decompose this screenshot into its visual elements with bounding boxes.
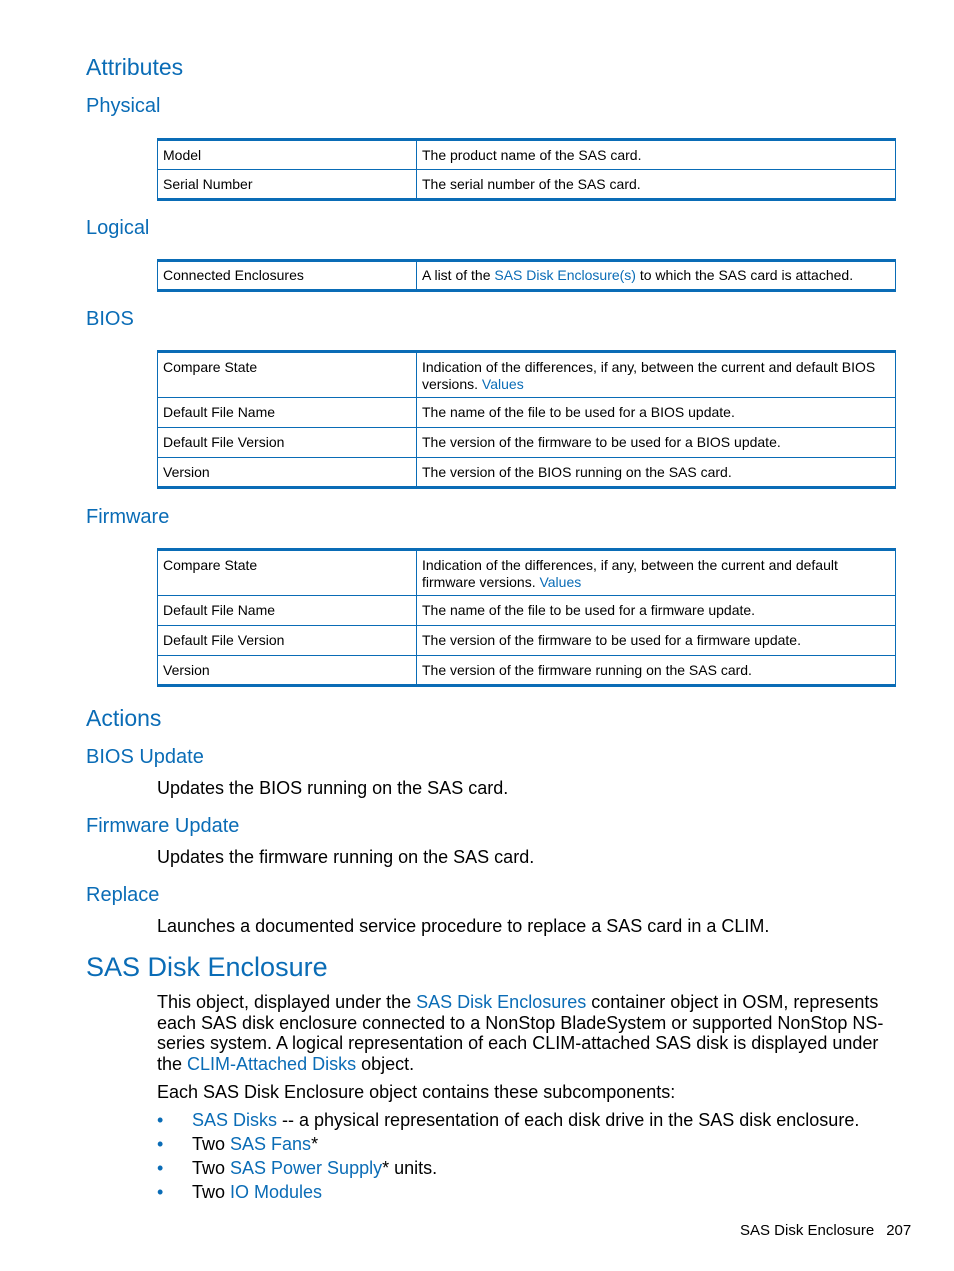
subcomponents-list xyxy=(157,1108,859,1204)
desc-text: to which the SAS card is attached. xyxy=(635,267,854,283)
attr-name: Compare State xyxy=(158,352,417,398)
logical-table xyxy=(157,259,896,292)
item-text: * units. xyxy=(382,1158,438,1178)
page-footer xyxy=(740,1222,911,1239)
attr-desc xyxy=(417,550,896,596)
table-row xyxy=(158,550,896,596)
attr-desc: The version of the firmware to be used for a BIOS update. xyxy=(417,428,896,458)
io-modules-link[interactable]: IO Modules xyxy=(230,1182,323,1202)
attributes-heading: Attributes xyxy=(86,54,184,80)
firmware-heading: Firmware xyxy=(86,506,170,528)
logical-heading: Logical xyxy=(86,217,150,239)
table-row xyxy=(158,170,896,200)
firmware-update-heading: Firmware Update xyxy=(86,815,240,837)
list-item xyxy=(157,1132,859,1156)
desc-text: Indication of the differences, if any, between the current and default firmware versions. xyxy=(422,557,838,590)
clim-attached-disks-link[interactable]: CLIM-Attached Disks xyxy=(187,1053,357,1074)
values-link[interactable]: Values xyxy=(481,376,524,392)
attr-name: Model xyxy=(158,140,417,170)
values-link[interactable]: Values xyxy=(539,574,582,590)
attr-name: Connected Enclosures xyxy=(158,261,417,291)
bullet-icon: • xyxy=(157,1134,164,1154)
attr-name: Default File Version xyxy=(158,428,417,458)
table-row xyxy=(158,656,896,686)
attr-name: Version xyxy=(158,656,417,686)
bullet-icon: • xyxy=(157,1182,164,1202)
item-text: Two xyxy=(192,1134,231,1154)
attr-desc: The serial number of the SAS card. xyxy=(417,170,896,200)
bios-update-heading: BIOS Update xyxy=(86,746,204,768)
table-row xyxy=(158,596,896,626)
list-item xyxy=(157,1180,859,1204)
table-row xyxy=(158,140,896,170)
replace-heading: Replace xyxy=(86,884,160,906)
table-row xyxy=(158,352,896,398)
sas-disk-enclosures-link[interactable]: SAS Disk Enclosures xyxy=(416,992,587,1012)
table-row xyxy=(158,398,896,428)
list-item xyxy=(157,1108,859,1132)
attr-name: Compare State xyxy=(158,550,417,596)
sas-disk-enclosures-link[interactable]: SAS Disk Enclosure(s) xyxy=(494,267,636,283)
desc-text: container object in OSM, represents each SAS disk enclosure connected to a NonStop BladeSystem or supported NonStop NS-series system. A logical representation of each CLIM-attached SAS disk is displayed under the xyxy=(157,992,884,1074)
attr-desc: The name of the file to be used for a firmware update. xyxy=(417,596,896,626)
bios-table xyxy=(157,350,896,489)
desc-text: Indication of the differences, if any, between the current and default BIOS versions. xyxy=(422,359,876,392)
sas-fans-link[interactable]: SAS Fans xyxy=(230,1134,312,1154)
item-text: -- a physical representation of each disk drive in the SAS disk enclosure. xyxy=(277,1110,860,1130)
attr-desc xyxy=(417,261,896,291)
firmware-table xyxy=(157,548,896,687)
attr-desc: The version of the firmware running on the SAS card. xyxy=(417,656,896,686)
physical-table xyxy=(157,138,896,201)
footer-title: SAS Disk Enclosure xyxy=(740,1222,875,1239)
attr-desc xyxy=(417,352,896,398)
sas-disks-link[interactable]: SAS Disks xyxy=(192,1110,278,1130)
replace-text: Launches a documented service procedure to replace a SAS card in a CLIM. xyxy=(157,916,770,936)
bios-heading: BIOS xyxy=(86,308,134,330)
sas-disk-enclosure-heading: SAS Disk Enclosure xyxy=(86,952,328,982)
item-text: Two xyxy=(192,1182,231,1202)
desc-text: A list of the xyxy=(422,267,495,283)
table-row xyxy=(158,428,896,458)
attr-desc: The name of the file to be used for a BIOS update. xyxy=(417,398,896,428)
sas-power-supply-link[interactable]: SAS Power Supply xyxy=(230,1158,383,1178)
attr-desc: The product name of the SAS card. xyxy=(417,140,896,170)
attr-name: Default File Name xyxy=(158,596,417,626)
bullet-icon: • xyxy=(157,1110,164,1130)
item-text: * xyxy=(311,1134,319,1154)
desc-text: This object, displayed under the xyxy=(157,992,417,1012)
attr-desc: The version of the firmware to be used for a firmware update. xyxy=(417,626,896,656)
attr-name: Default File Version xyxy=(158,626,417,656)
attr-name: Default File Name xyxy=(158,398,417,428)
firmware-update-text: Updates the firmware running on the SAS card. xyxy=(157,847,535,867)
physical-heading: Physical xyxy=(86,95,161,117)
item-text: Two xyxy=(192,1158,231,1178)
table-row xyxy=(158,458,896,488)
table-row xyxy=(158,261,896,291)
actions-heading: Actions xyxy=(86,705,162,731)
attr-name: Serial Number xyxy=(158,170,417,200)
attr-desc: The version of the BIOS running on the SAS card. xyxy=(417,458,896,488)
bullet-icon: • xyxy=(157,1158,164,1178)
attr-name: Version xyxy=(158,458,417,488)
bios-update-text: Updates the BIOS running on the SAS card. xyxy=(157,778,509,798)
table-row xyxy=(158,626,896,656)
enclosure-description xyxy=(157,992,902,1074)
subcomponents-intro: Each SAS Disk Enclosure object contains these subcomponents: xyxy=(157,1082,676,1102)
list-item xyxy=(157,1156,859,1180)
desc-text: object. xyxy=(356,1053,415,1074)
page-number: 207 xyxy=(886,1222,912,1239)
